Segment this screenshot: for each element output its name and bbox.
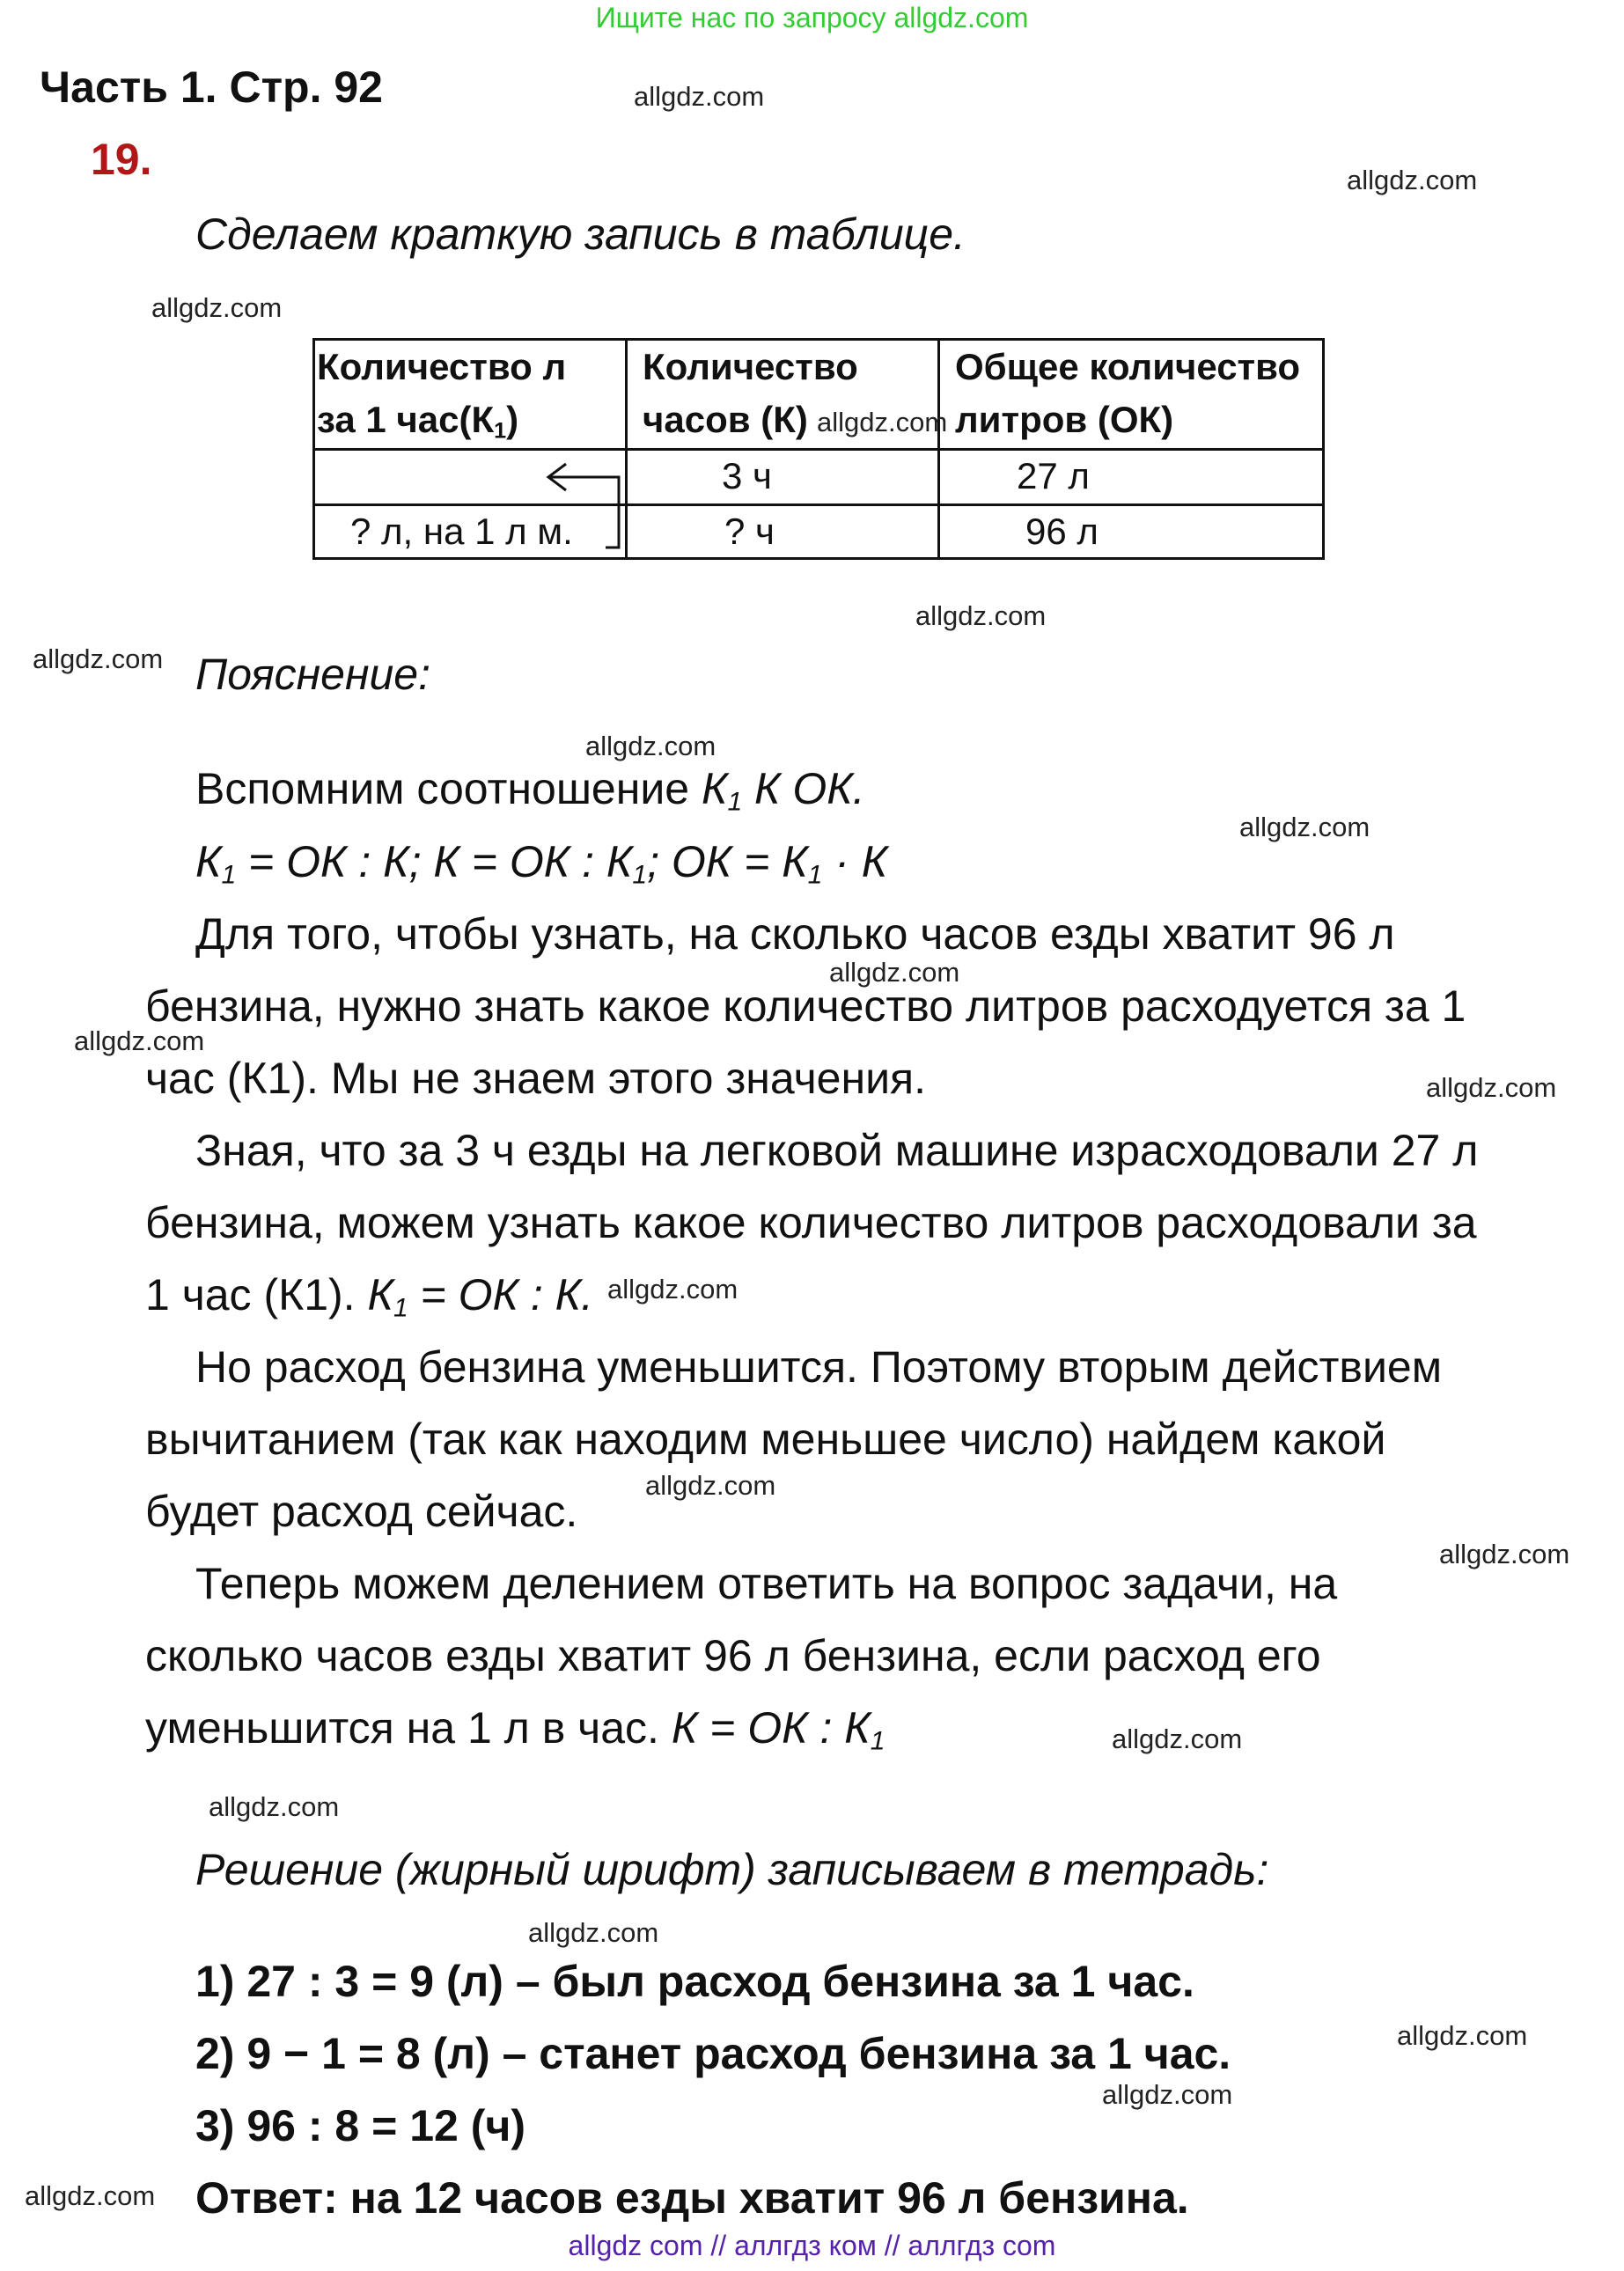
bottom-banner: allgdz com // аллгдз ком // аллгдз com xyxy=(568,2230,1056,2261)
watermark: allgdz.com xyxy=(209,1791,340,1822)
paragraph-line: бензина, нужно знать какое количество литров расходуется за 1 xyxy=(145,981,1466,1031)
table-header-3: Общее количество литров (ОК) xyxy=(955,346,1301,440)
watermark: allgdz.com xyxy=(1112,1723,1243,1754)
watermark: allgdz.com xyxy=(74,1025,205,1056)
top-banner: Ищите нас по запросу allgdz.com xyxy=(595,2,1029,33)
table-divider xyxy=(315,503,1322,506)
watermark: allgdz.com xyxy=(634,81,765,112)
paragraph-line: вычитанием (так как находим меньшее число) найдем какой xyxy=(145,1415,1386,1464)
watermark: allgdz.com xyxy=(151,292,283,323)
watermark: allgdz.com xyxy=(645,1470,776,1501)
solution-step: 1) 27 : 3 = 9 (л) – был расход бензина за 1 час. xyxy=(195,1957,1194,2006)
watermark: allgdz.com xyxy=(915,600,1047,631)
solution-step: 3) 96 : 8 = 12 (ч) xyxy=(195,2101,526,2150)
paragraph-line: Зная, что за 3 ч езды на легковой машине израсходовали 27 л xyxy=(195,1126,1479,1175)
watermark: allgdz.com xyxy=(1239,812,1370,842)
paragraph-line: сколько часов езды хватит 96 л бензина, если расход его xyxy=(145,1631,1321,1680)
watermark: allgdz.com xyxy=(1102,2079,1233,2110)
paragraph-line: Но расход бензина уменьшится. Поэтому вторым действием xyxy=(195,1342,1443,1392)
table-cell: 96 л xyxy=(1025,511,1099,552)
paragraph-line: 1 час (К1). $К_1$ = ОК : К. xyxy=(145,1270,594,1323)
watermark: allgdz.com xyxy=(817,407,948,437)
watermark: allgdz.com xyxy=(1426,1072,1557,1103)
paragraph-line: бензина, можем узнать какое количество литров расходовали за xyxy=(145,1198,1477,1247)
watermark: allgdz.com xyxy=(585,731,716,761)
formula-line: $К_1$ = ОК : К; К = ОК : $К_1$; ОК = $К_1 \cdot К$ xyxy=(195,837,888,890)
watermark: allgdz.com xyxy=(33,643,164,674)
solution-title: Решение (жирный шрифт) записываем в тетрадь: xyxy=(195,1845,1269,1894)
table-cell: ? л, на 1 л м. xyxy=(350,511,573,552)
solution-step: 2) 9 − 1 = 8 (л) – станет расход бензина за 1 час. xyxy=(195,2029,1231,2078)
watermark: allgdz.com xyxy=(607,1274,739,1305)
table-divider xyxy=(937,341,940,557)
watermark: allgdz.com xyxy=(1439,1539,1570,1569)
paragraph-line: час (К1). Мы не знаем этого значения. xyxy=(145,1054,926,1103)
watermark: allgdz.com xyxy=(528,1917,659,1948)
paragraph-line: Для того, чтобы узнать, на сколько часов езды хватит 96 л xyxy=(195,909,1395,959)
page-heading: Часть 1. Стр. 92 xyxy=(40,62,383,112)
watermark: allgdz.com xyxy=(25,2180,156,2211)
intro-text: Сделаем краткую запись в таблице. xyxy=(195,209,966,259)
task-number: 19. xyxy=(91,135,152,184)
short-record-table xyxy=(312,338,1325,560)
return-arrow-icon xyxy=(535,451,632,552)
watermark: allgdz.com xyxy=(1397,2020,1528,2051)
table-cell: ? ч xyxy=(724,511,775,552)
table-cell: 27 л xyxy=(1017,455,1090,496)
paragraph-line: уменьшится на 1 л в час. К = ОК : $К_1$ xyxy=(145,1703,885,1756)
paragraph-line: будет расход сейчас. xyxy=(145,1487,578,1536)
table-header-2: Количество часов (К) xyxy=(643,346,858,440)
watermark: allgdz.com xyxy=(1347,165,1478,195)
explanation-title: Пояснение: xyxy=(195,650,430,699)
answer-line: Ответ: на 12 часов езды хватит 96 л бензина. xyxy=(195,2173,1189,2223)
watermark: allgdz.com xyxy=(829,957,960,988)
table-cell: 3 ч xyxy=(722,455,772,496)
paragraph-line: Теперь можем делением ответить на вопрос задачи, на xyxy=(195,1559,1338,1608)
table-header-1: Количество л за 1 $час(К_1)$ xyxy=(317,346,567,444)
recall-line: Вспомним соотношение $К_1$ К ОК. xyxy=(195,764,865,817)
